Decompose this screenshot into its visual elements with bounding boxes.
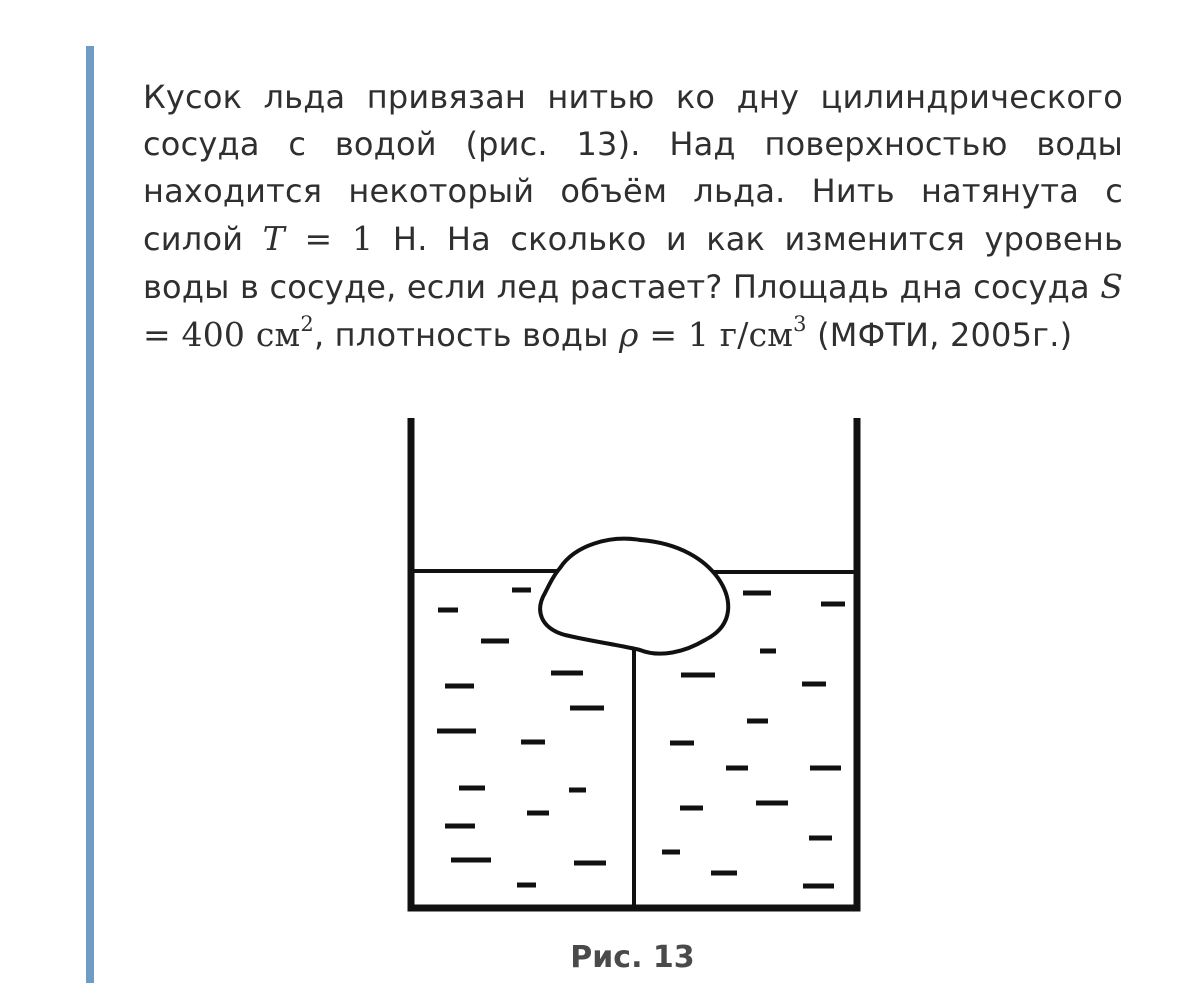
area-variable: S: [1100, 267, 1123, 306]
area-exponent: 2: [300, 312, 314, 336]
problem-text-3: , плотность воды: [313, 316, 620, 354]
tension-value: = 1: [284, 219, 393, 258]
problem-statement: [143, 74, 1123, 359]
density-value: = 1 г/см: [638, 315, 794, 354]
tension-unit: Н: [392, 220, 418, 258]
figure-caption: Рис. 13: [570, 940, 695, 975]
blockquote-bar: [86, 46, 94, 983]
ice-chunk: [540, 539, 728, 654]
vessel-figure: [400, 410, 870, 920]
area-value: = 400 см: [143, 315, 301, 354]
tension-variable: T: [262, 219, 285, 258]
problem-text-4: (МФТИ, 2005г.): [806, 316, 1073, 354]
density-exponent: 3: [793, 312, 807, 336]
density-variable: ρ: [619, 315, 639, 354]
problem-text-1: Кусок льда привязан нитью ко дну цилиндрического сосуда с водой (рис. 13). Над поверхностью воды находится некоторый объём льда. Нить натянута с силой: [143, 78, 1123, 258]
problem-text-2: . На сколько и как изменится уровень воды в сосуде, если лед растает? Площадь дна сосуда: [143, 220, 1124, 306]
